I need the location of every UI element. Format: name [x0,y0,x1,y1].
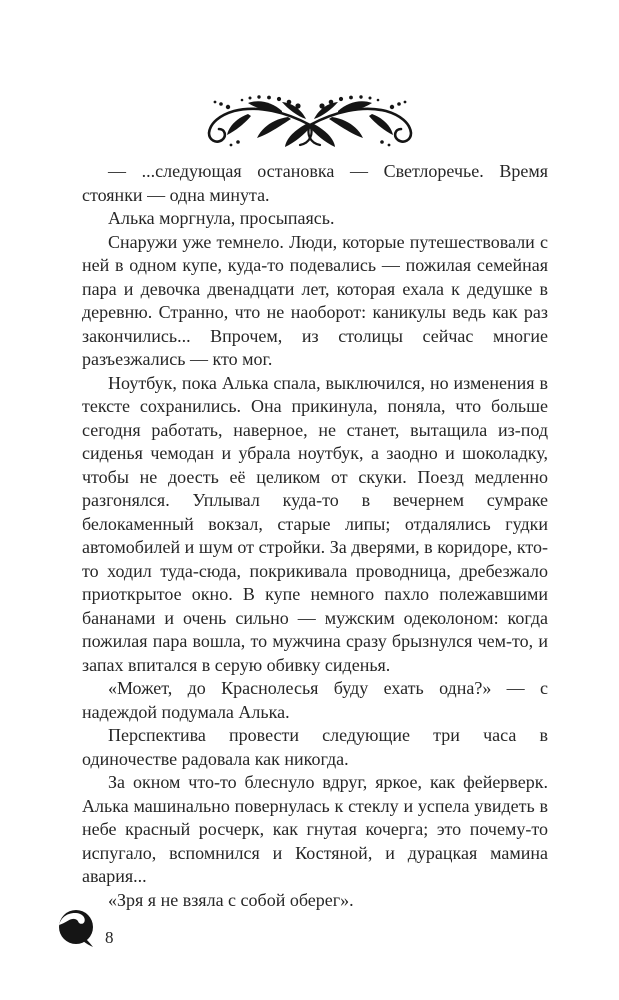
paragraph: За окном что-то блеснуло вдруг, яркое, как фейерверк. Алька машинально повернулась к стеклу и успела увидеть в небе красный росчерк, как гнутая кочерга; это почему-то испугало, вспомнился и Костяной, и дурацкая мамина авария... [82,772,548,886]
page-footer [56,909,114,947]
paragraph: — ...следующая остановка — Светлоречье. Время стоянки — одна минута. [82,161,548,205]
paragraph: «Может, до Краснолесья буду ехать одна?» — с надеждой подумала Алька. [82,678,548,722]
paragraph: Ноутбук, пока Алька спала, выключился, но изменения в тексте сохранились. Она прикинула, поняла, что больше сегодня работать, наверное, не станет, вытащила из-под сиденья чемодан и убрала ноутбук, а заодно и шоколадку, чтобы не доесть её целиком от скуки. Поезд медленно разгонялся. Уплывал куда-то в вечернем сумраке белокаменный вокзал, старые липы; отдалялись гудки автомобилей и шум от стройки. За дверями, в коридоре, кто-то ходил туда-сюда, покрикивала проводница, дребезжало приоткрытое окно. В купе немного пахло полежавшими бананами и очень сильно — мужским одеколоном: когда пожилая пара вошла, то мужчина сразу брызнулся чем-то, и запах впитался в серую обивку сиденья. [82,372,548,675]
paragraph: «Зря я не взяла с собой оберег». [108,889,354,910]
swirl-eye-marker-icon [56,909,98,947]
paragraph: Перспектива провести следующие три часа в одиночестве радовала как никогда. [82,725,548,769]
paragraph: Снаружи уже темнело. Люди, которые путешествовали с ней в одном купе, куда-то подевались — пожилая семейная пара и девочка двенадцати лет, которая ехала к дедушке в деревню. Странно, что не наоборот: каникулы ведь как раз закончились... Впрочем, из столицы сейчас многие разъезжались — кто мог. [82,231,548,369]
paragraph: Алька моргнула, просыпаясь. [108,208,335,228]
body-text [82,160,548,912]
page-number: 8 [105,928,114,947]
floral-flourish-ornament-icon [186,92,434,150]
